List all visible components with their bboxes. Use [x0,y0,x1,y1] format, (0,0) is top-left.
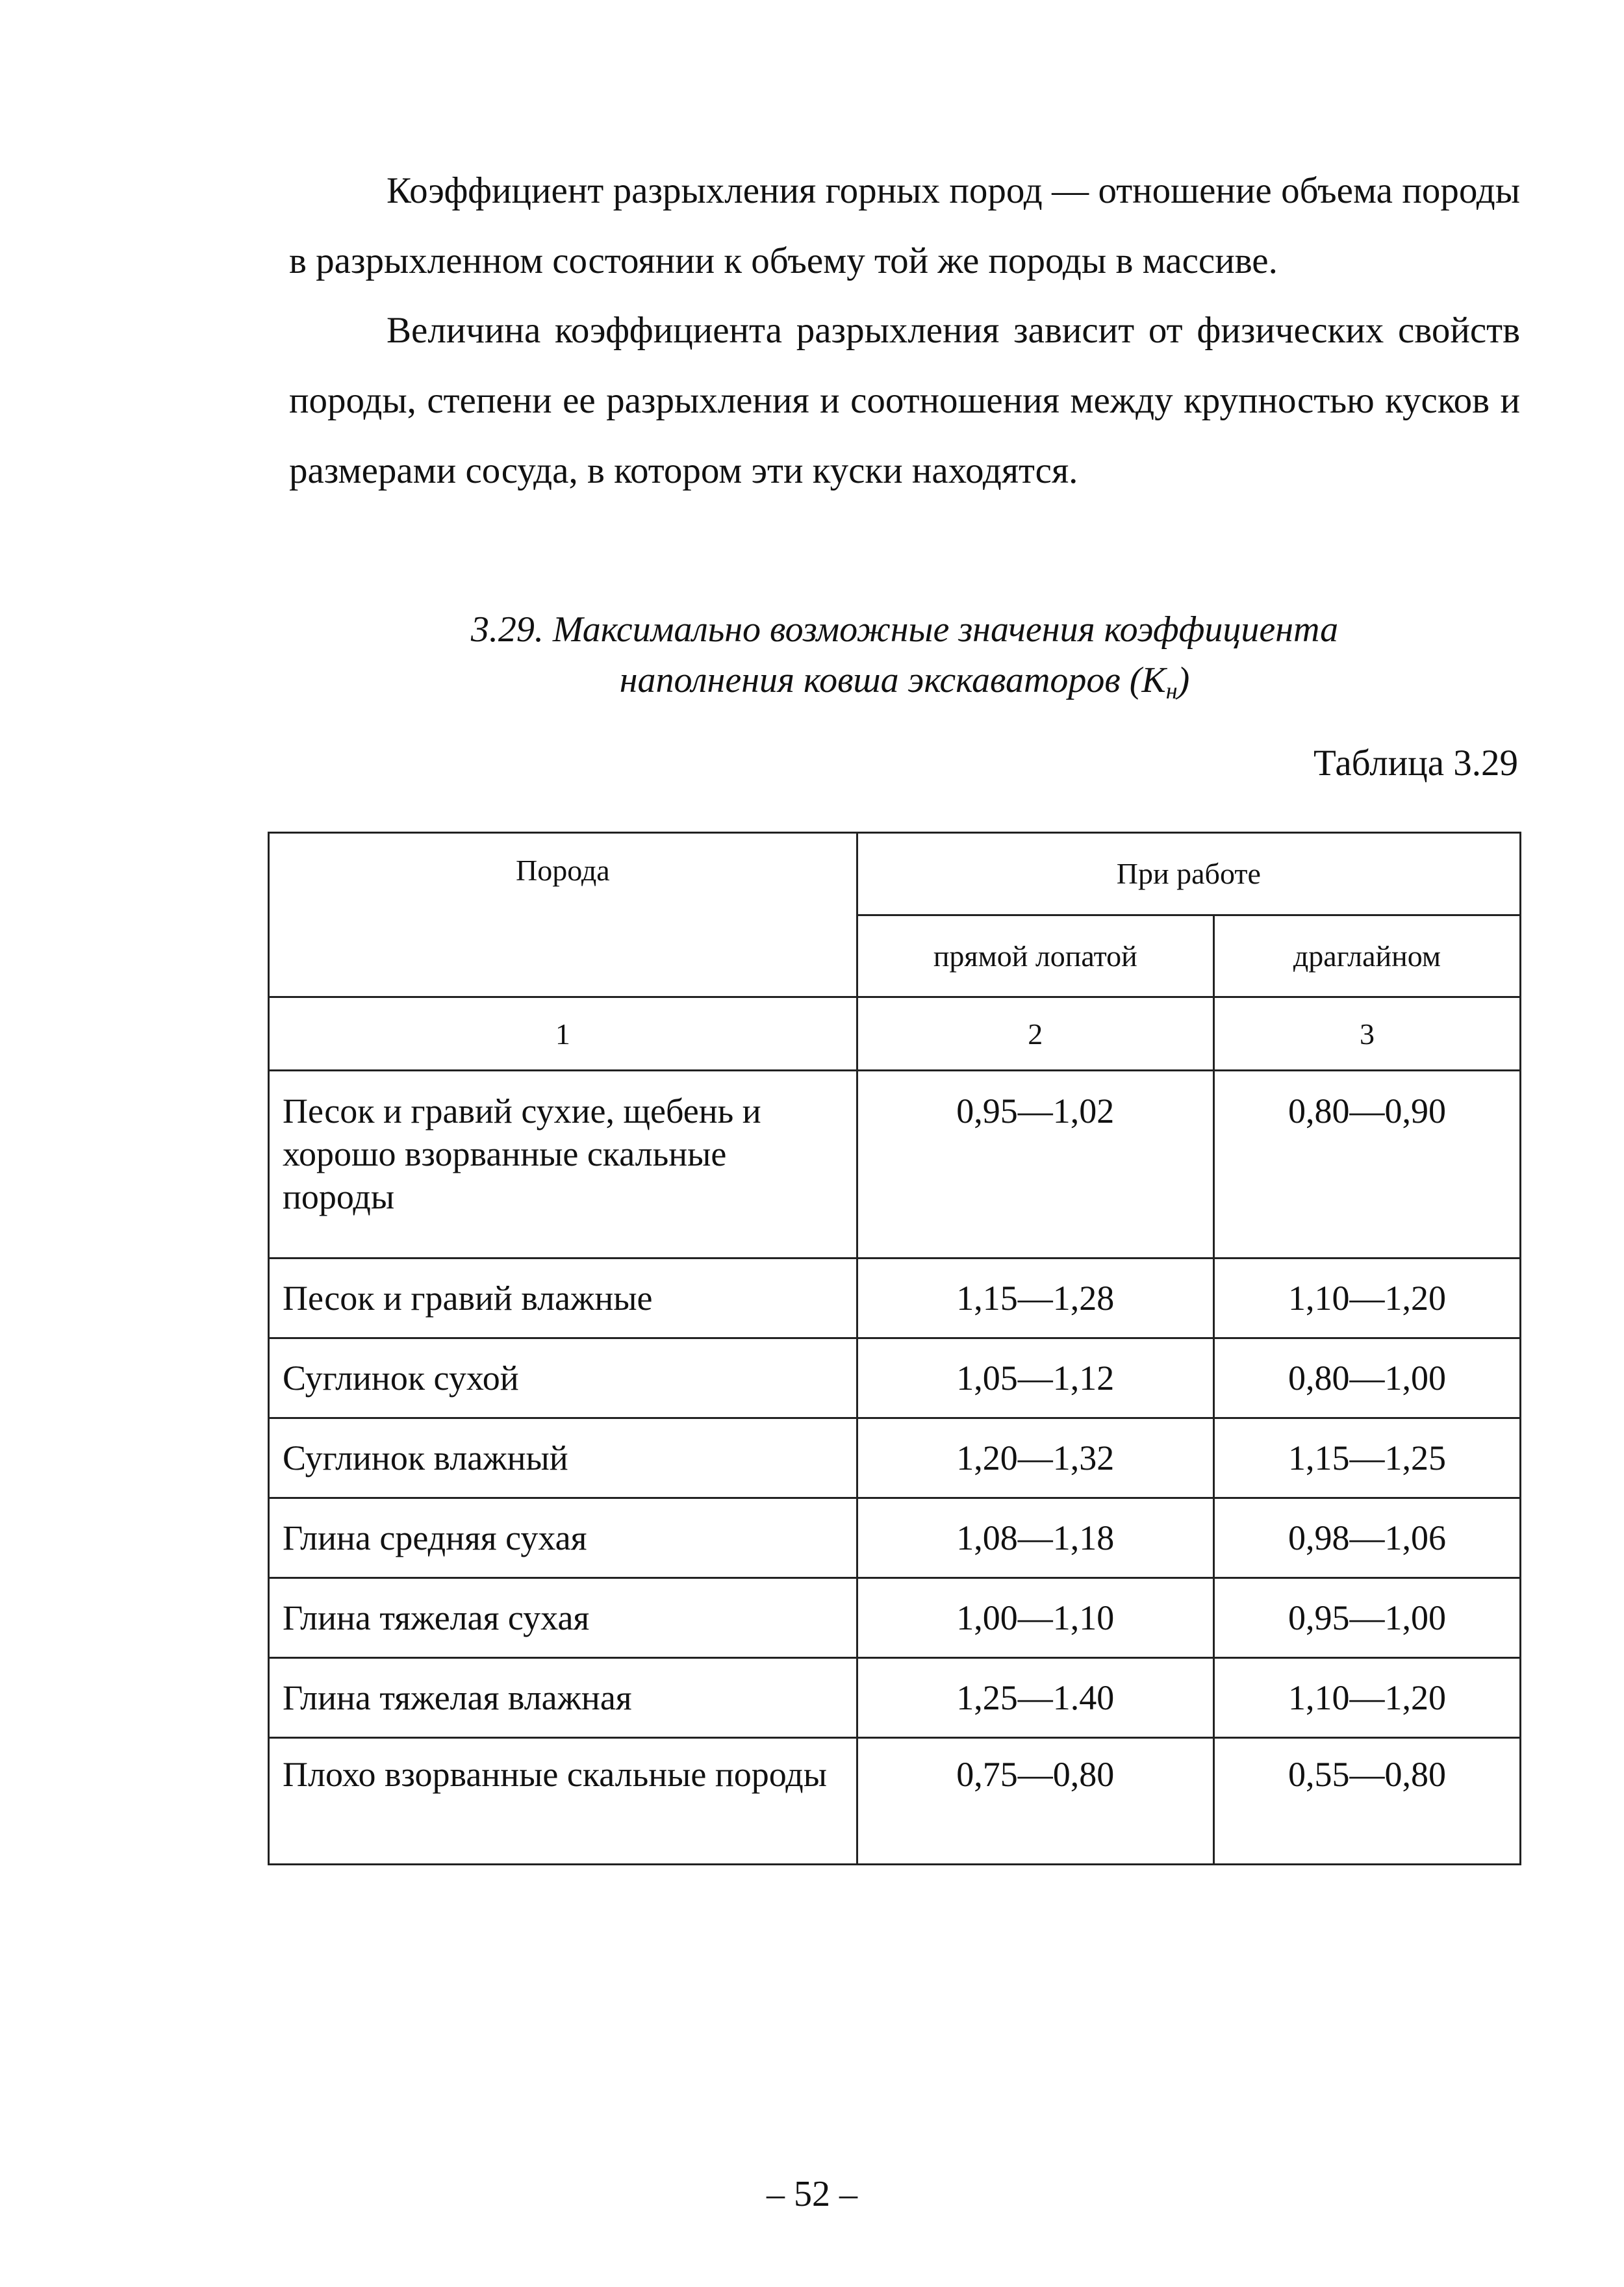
table-label: Таблица 3.29 [1313,743,1518,784]
caption-line-2-text: наполнения ковша экскаваторов (K [619,660,1166,700]
table-row [269,1738,1521,1865]
header-work: При работе [857,833,1520,915]
dragline-value: 1,10—1,20 [1213,1658,1520,1738]
table-row [269,1498,1521,1578]
dragline-value: 0,95—1,00 [1213,1578,1520,1658]
paragraph-dependence: Величина коэффициента разрыхления зависит от физических свойств породы, степени ее разрыхления и соотношения между крупностью кусков и размерами сосуда, в котором эти куски находятся. [289,310,1520,491]
dragline-value: 0,80—0,90 [1213,1071,1520,1258]
rock-name: Глина тяжелая сухая [269,1578,857,1658]
dragline-value: 0,55—0,80 [1213,1738,1520,1865]
table-row [269,1418,1521,1498]
rock-name: Глина тяжелая влажная [269,1658,857,1738]
table-row [269,1258,1521,1338]
paragraph-definition: Коэффициент разрыхления горных пород — отношение объема породы в разрыхленном состоянии к объему той же породы в массиве. [289,170,1520,281]
shovel-value: 0,75—0,80 [857,1738,1213,1865]
rock-name: Песок и гравий сухие, щебень и хорошо взорванные скальные породы [269,1071,857,1258]
shovel-value: 1,25—1.40 [857,1658,1213,1738]
dragline-value: 1,10—1,20 [1213,1258,1520,1338]
shovel-value: 0,95—1,02 [857,1071,1213,1258]
rock-name: Суглинок влажный [269,1418,857,1498]
table-row [269,1338,1521,1418]
caption-line-2-end: ) [1177,660,1190,700]
caption-subscript: н [1165,678,1178,704]
header-shovel: прямой лопатой [857,915,1213,997]
column-number-1: 1 [269,997,857,1071]
shovel-value: 1,08—1,18 [857,1498,1213,1578]
table-row [269,1658,1521,1738]
dragline-value: 0,80—1,00 [1213,1338,1520,1418]
rock-name: Глина средняя сухая [269,1498,857,1578]
shovel-value: 1,05—1,12 [857,1338,1213,1418]
column-number-3: 3 [1213,997,1520,1071]
caption-line-2 [289,655,1520,716]
shovel-value: 1,20—1,32 [857,1418,1213,1498]
table-caption [289,604,1520,716]
table-row [269,1071,1521,1258]
shovel-value: 1,00—1,10 [857,1578,1213,1658]
caption-line-1: 3.29. Максимально возможные значения коэффициента [470,609,1339,650]
table-row [269,1578,1521,1658]
column-number-2: 2 [857,997,1213,1071]
dragline-value: 1,15—1,25 [1213,1418,1520,1498]
dragline-value: 0,98—1,06 [1213,1498,1520,1578]
rock-name: Плохо взорванные скальные породы [269,1738,857,1865]
rock-name: Суглинок сухой [269,1338,857,1418]
shovel-value: 1,15—1,28 [857,1258,1213,1338]
header-rock: Порода [269,833,857,997]
header-dragline: драглайном [1213,915,1520,997]
coefficient-table [268,832,1521,1865]
page-number: – 52 – [767,2174,857,2214]
rock-name: Песок и гравий влажные [269,1258,857,1338]
